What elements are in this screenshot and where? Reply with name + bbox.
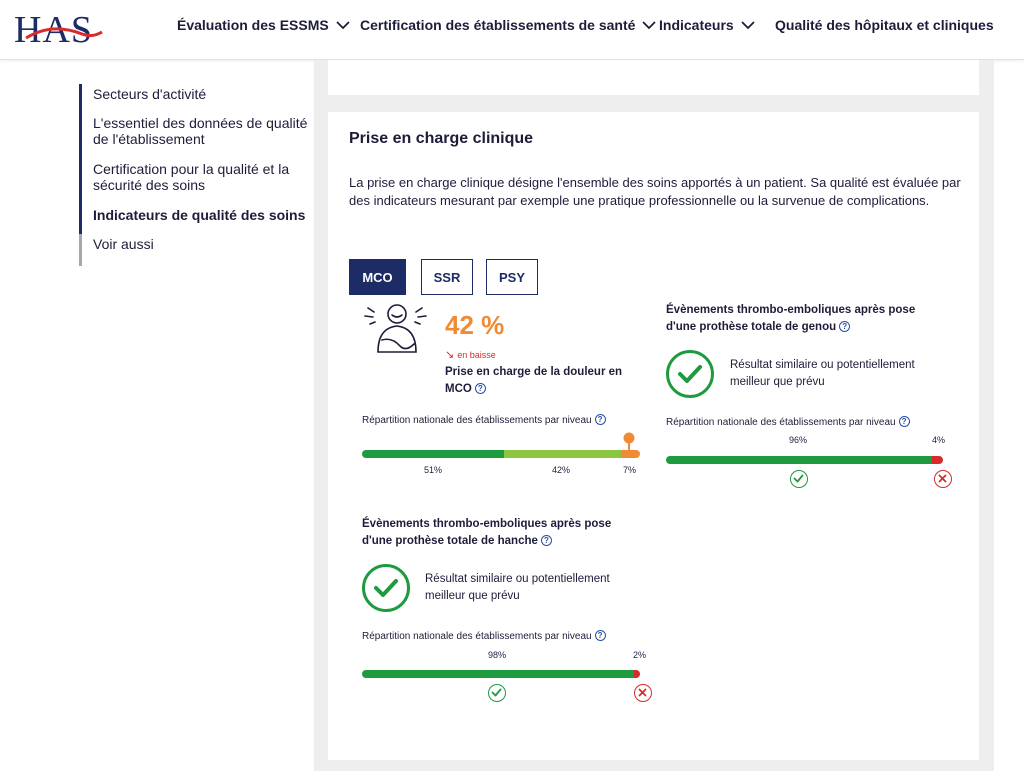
indicator-title-hanche bbox=[362, 516, 642, 550]
bar-segment-good bbox=[362, 670, 634, 678]
nav-qualite-hopitaux[interactable] bbox=[775, 17, 994, 33]
trend-label: en baisse bbox=[457, 349, 496, 360]
pct-label-lightgreen: 42% bbox=[552, 465, 571, 475]
bar-segment-lightgreen bbox=[504, 450, 621, 458]
sidebar-item-essentiel[interactable]: L'essentiel des données de qualité de l'établissement bbox=[93, 115, 308, 147]
clinical-care-card bbox=[328, 112, 979, 760]
distribution-bar-douleur bbox=[362, 450, 640, 458]
pct-label-bad: 4% bbox=[932, 435, 946, 445]
nav-label: Indicateurs bbox=[659, 17, 734, 33]
svg-text:HAS: HAS bbox=[14, 9, 94, 51]
pct-label-good: 96% bbox=[789, 435, 808, 445]
pct-label-good: 98% bbox=[488, 650, 507, 660]
tab-mco[interactable]: MCO bbox=[349, 259, 406, 295]
check-circle-small-icon bbox=[790, 470, 808, 488]
check-circle-small-icon bbox=[488, 684, 506, 702]
bar-segment-good bbox=[666, 456, 932, 464]
indicator-title-text: Évènements thrombo-emboliques après pose d'une prothèse totale de genou bbox=[666, 304, 916, 333]
result-text-hanche: Résultat similaire ou potentiellement meilleur que prévu bbox=[425, 573, 610, 602]
check-circle-icon bbox=[666, 350, 714, 398]
repartition-text: Répartition nationale des établissements par niveau bbox=[362, 415, 592, 426]
site-header bbox=[0, 0, 1024, 60]
repartition-text: Répartition nationale des établissements par niveau bbox=[362, 631, 592, 642]
sidebar-nav bbox=[79, 84, 319, 266]
bar-segment-bad bbox=[932, 456, 943, 464]
section-title: Prise en charge clinique bbox=[349, 130, 534, 147]
result-text-genou: Résultat similaire ou potentiellement meilleur que prévu bbox=[730, 359, 915, 388]
chevron-down-icon bbox=[335, 17, 351, 33]
previous-card bbox=[328, 60, 979, 95]
repartition-label-douleur bbox=[362, 414, 606, 426]
help-icon[interactable]: ? bbox=[541, 535, 552, 546]
indicator-title-text: Évènements thrombo-emboliques après pose d'une prothèse totale de hanche bbox=[362, 518, 612, 547]
pain-person-icon bbox=[360, 302, 435, 360]
has-logo[interactable] bbox=[12, 8, 104, 52]
nav-label: Évaluation des ESSMS bbox=[177, 17, 329, 33]
pct-label-orange: 7% bbox=[623, 465, 637, 475]
nav-label: Certification des établissements de santé bbox=[360, 17, 636, 33]
repartition-text: Répartition nationale des établissements par niveau bbox=[666, 417, 896, 428]
nav-certification[interactable] bbox=[360, 17, 657, 33]
sidebar-item-voir-aussi[interactable]: Voir aussi bbox=[93, 236, 154, 252]
nav-indicateurs[interactable] bbox=[659, 17, 756, 33]
tab-ssr[interactable]: SSR bbox=[421, 259, 473, 295]
chevron-down-icon bbox=[740, 17, 756, 33]
indicator-title-douleur bbox=[445, 364, 625, 398]
help-icon[interactable]: ? bbox=[475, 383, 486, 394]
pain-score-value: 42 % bbox=[445, 310, 505, 340]
indicator-title-text: Prise en charge de la douleur en MCO bbox=[445, 366, 623, 395]
sidebar-item-certification[interactable]: Certification pour la qualité et la sécurité des soins bbox=[93, 161, 290, 193]
help-icon[interactable]: ? bbox=[839, 321, 850, 332]
x-circle-icon bbox=[934, 470, 952, 488]
nav-label: Qualité des hôpitaux et cliniques bbox=[775, 17, 994, 33]
nav-evaluation-essms[interactable] bbox=[177, 17, 351, 33]
sidebar-item-secteurs[interactable]: Secteurs d'activité bbox=[93, 86, 207, 102]
help-icon[interactable]: ? bbox=[899, 416, 910, 427]
distribution-bar-hanche bbox=[362, 670, 640, 678]
tab-psy[interactable]: PSY bbox=[486, 259, 538, 295]
bar-segment-green bbox=[362, 450, 504, 458]
distribution-bar-genou bbox=[666, 456, 943, 464]
repartition-label-hanche bbox=[362, 630, 606, 642]
repartition-label-genou bbox=[666, 416, 910, 428]
x-circle-icon bbox=[634, 684, 652, 702]
sidebar-item-indicateurs[interactable]: Indicateurs de qualité des soins bbox=[93, 207, 306, 223]
bar-segment-bad bbox=[634, 670, 640, 678]
indicator-title-genou bbox=[666, 302, 936, 336]
help-icon[interactable]: ? bbox=[595, 630, 606, 641]
help-icon[interactable]: ? bbox=[595, 414, 606, 425]
arrow-down-right-icon: ↘ bbox=[445, 349, 455, 361]
check-circle-icon bbox=[362, 564, 410, 612]
chevron-down-icon bbox=[641, 17, 657, 33]
pct-label-bad: 2% bbox=[633, 650, 647, 660]
trend-indicator bbox=[445, 348, 496, 361]
sidebar-rail-inactive bbox=[79, 234, 82, 266]
section-description: La prise en charge clinique désigne l'ensemble des soins apportés à un patient. Sa qualité est évaluée par des indicateurs mesurant par exemple une pratique professionnelle ou la survenue de complications. bbox=[349, 175, 961, 208]
pct-label-green: 51% bbox=[424, 465, 443, 475]
bar-segment-orange bbox=[621, 450, 640, 458]
